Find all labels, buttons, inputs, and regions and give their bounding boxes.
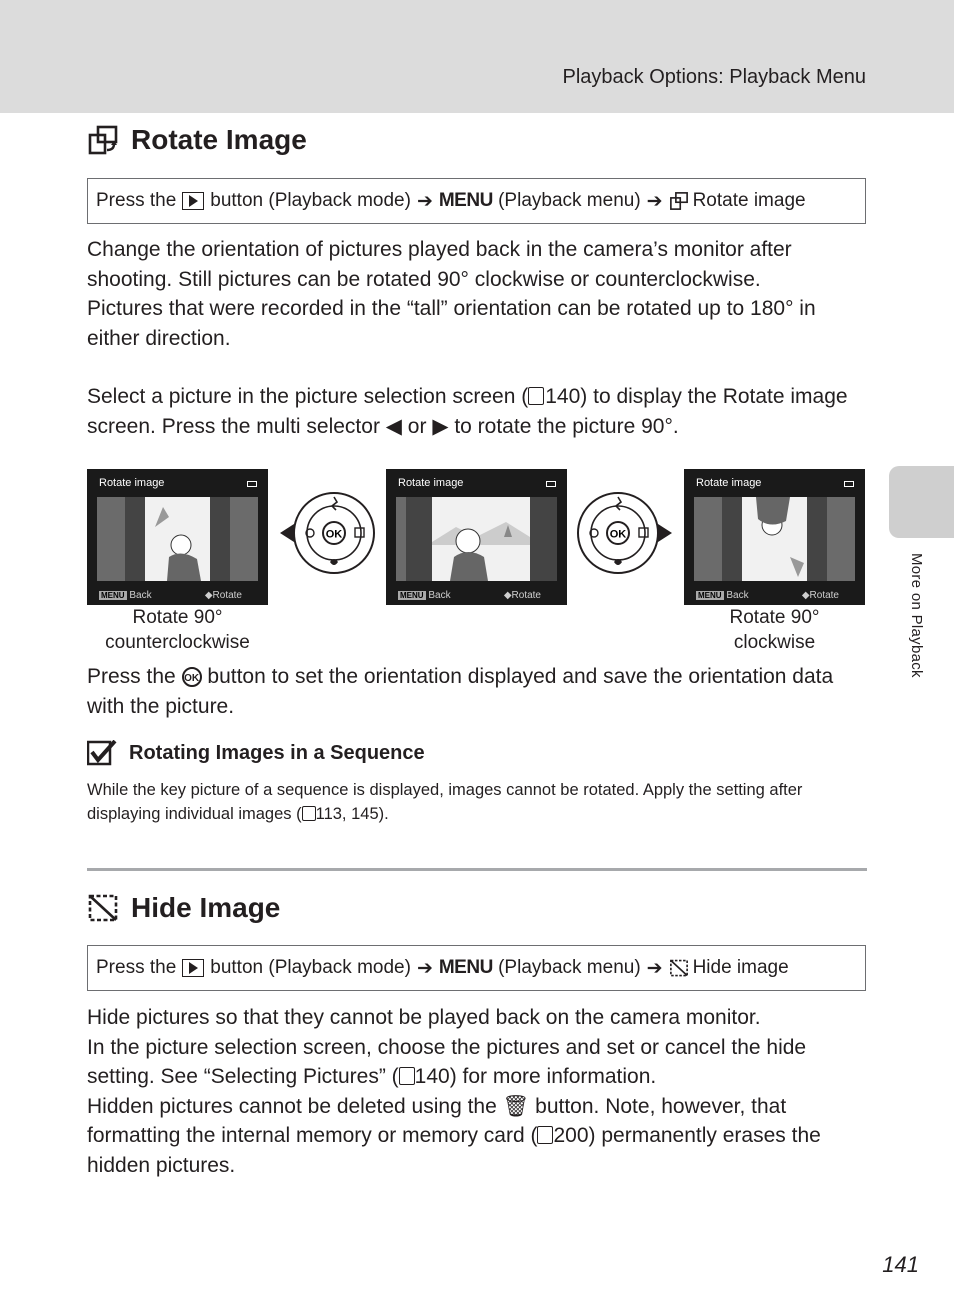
menu-button-label: MENU bbox=[438, 190, 493, 211]
screen-back-hint: MENU Back bbox=[698, 590, 749, 601]
path-playback-menu: (Playback menu) bbox=[498, 190, 641, 211]
text-line: setting. See “Selecting Pictures” ( 140) for more information. bbox=[87, 1065, 657, 1088]
side-tab-label: More on Playback bbox=[908, 553, 925, 678]
camera-screen-normal bbox=[386, 469, 567, 605]
text-line: In the picture selection screen, choose the pictures and set or cancel the hide bbox=[87, 1035, 807, 1059]
rotate-instructions bbox=[87, 382, 877, 441]
arrow-right-icon: ➔ bbox=[646, 190, 663, 212]
playback-button-icon bbox=[182, 959, 204, 977]
hide-menu-path: Press the button (Playback mode) ➔ MENU (Playback menu) ➔ Hide image bbox=[87, 945, 866, 991]
text-line: Hide pictures so that they cannot be played back on the camera monitor. bbox=[87, 1006, 761, 1029]
arrow-right-icon: ➔ bbox=[416, 190, 433, 212]
reference-book-icon bbox=[302, 806, 316, 821]
page-number: 141 bbox=[882, 1252, 919, 1277]
text-line: shooting. Still pictures can be rotated 90° clockwise or counterclockwise. bbox=[87, 267, 761, 291]
screen-back-hint: MENU Back bbox=[101, 590, 152, 601]
screen-rotate-hint: ◆Rotate bbox=[204, 590, 242, 601]
path-item: Rotate image bbox=[692, 190, 806, 211]
text-line: Press the OK button to set the orientation displayed and save the orientation data bbox=[87, 665, 834, 688]
screen-back-hint: MENU Back bbox=[400, 590, 451, 601]
screen-title: Rotate image bbox=[99, 477, 165, 489]
hide-description bbox=[87, 1003, 877, 1180]
text-line: with the picture. bbox=[87, 694, 235, 718]
multi-selector-right bbox=[576, 490, 672, 576]
triangle-left-icon bbox=[280, 524, 294, 542]
rotate-menu-path bbox=[87, 178, 866, 224]
arrow-right-icon: ➔ bbox=[416, 957, 433, 979]
header-band bbox=[0, 0, 954, 113]
screen-rotate-hint: ◆Rotate bbox=[801, 590, 839, 601]
rotate-image-icon bbox=[87, 124, 119, 156]
hide-section-title: Hide Image bbox=[87, 892, 280, 924]
ok-button-label: OK bbox=[325, 528, 343, 541]
reference-book-icon bbox=[528, 387, 544, 405]
checkmark-icon bbox=[87, 740, 117, 766]
note-title: Rotating Images in a Sequence bbox=[87, 740, 425, 766]
reference-book-icon bbox=[537, 1126, 553, 1144]
screen-title: Rotate image bbox=[398, 477, 464, 489]
note-text: While the key picture of a sequence is displayed, images cannot be rotated. Apply the setting after displaying individual images ( 113, 145). bbox=[87, 781, 803, 823]
text-line: Select a picture in the picture selection screen ( 140) to display the Rotate image bbox=[87, 385, 848, 408]
triangle-left-icon: ◀ bbox=[385, 414, 402, 438]
ok-button-icon: OK bbox=[182, 667, 202, 687]
screen-image bbox=[97, 497, 258, 581]
side-tab bbox=[889, 466, 954, 538]
text-line: Change the orientation of pictures played back in the camera’s monitor after bbox=[87, 238, 792, 261]
screen-title: Rotate image bbox=[696, 477, 762, 489]
running-header: Playback Options: Playback Menu bbox=[562, 66, 866, 88]
section-divider bbox=[87, 868, 867, 871]
text-line: Pictures that were recorded in the “tall” orientation can be rotated up to 180° in bbox=[87, 297, 816, 320]
battery-icon bbox=[247, 481, 257, 487]
playback-button-icon bbox=[182, 192, 204, 210]
rotate-section-title bbox=[87, 124, 307, 156]
camera-screen-ccw bbox=[87, 469, 268, 605]
text-line: screen. Press the multi selector ◀ or ▶ to rotate the picture 90°. bbox=[87, 414, 679, 438]
hide-image-icon bbox=[87, 892, 119, 924]
multi-selector-left bbox=[280, 490, 376, 576]
ok-button-label: OK bbox=[609, 528, 627, 541]
screen-image bbox=[396, 497, 557, 581]
text-line: either direction. bbox=[87, 326, 231, 350]
caption-clockwise: Rotate 90° clockwise bbox=[729, 607, 820, 653]
camera-screen-cw bbox=[684, 469, 865, 605]
arrow-right-icon: ➔ bbox=[646, 957, 663, 979]
path-button-mode: button (Playback mode) bbox=[210, 190, 411, 211]
text-line: Hidden pictures cannot be deleted using the 🗑 button. Note, however, that bbox=[87, 1094, 787, 1118]
hide-image-icon bbox=[669, 958, 689, 978]
trash-icon: 🗑 bbox=[502, 1094, 530, 1118]
reference-book-icon bbox=[399, 1067, 415, 1085]
rotate-title-text: Rotate Image bbox=[131, 124, 307, 155]
rotate-image-icon bbox=[669, 191, 689, 211]
text-line: formatting the internal memory or memory card ( 200) permanently erases the bbox=[87, 1124, 821, 1147]
rotate-description bbox=[87, 235, 877, 353]
battery-icon bbox=[546, 481, 556, 487]
triangle-right-icon: ▶ bbox=[432, 414, 449, 438]
text-line: hidden pictures. bbox=[87, 1153, 236, 1177]
menu-button-label: MENU bbox=[438, 957, 493, 978]
ok-instruction bbox=[87, 662, 877, 721]
screen-image bbox=[694, 497, 855, 581]
screen-rotate-hint: ◆Rotate bbox=[503, 590, 541, 601]
battery-icon bbox=[844, 481, 854, 487]
caption-counterclockwise: Rotate 90° counterclockwise bbox=[105, 607, 250, 653]
path-press-the: Press the bbox=[96, 190, 177, 211]
triangle-right-icon bbox=[658, 524, 672, 542]
